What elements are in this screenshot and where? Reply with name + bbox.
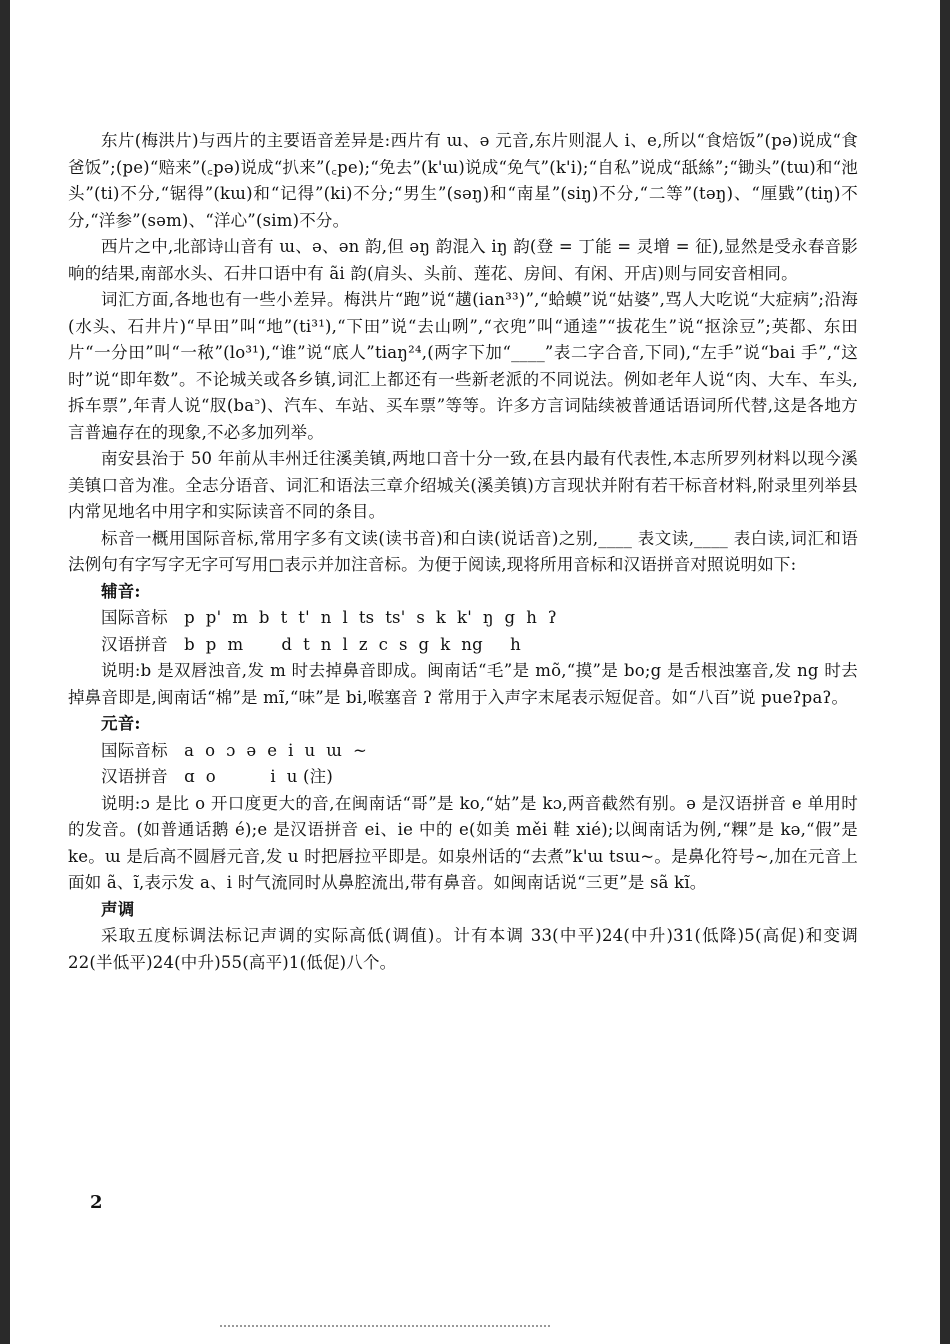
consonants-note: 说明:b 是双唇浊音,发 m 时去掉鼻音即成。闽南话“毛”是 mõ,“摸”是 bo;g 是舌根浊塞音,发 ng 时去掉鼻音即是,闽南话“棉”是 mĩ,“味”是 bi,喉塞音 ʔ 常用于入声字末尾表示短促音。如“八百”说 pueʔpaʔ。 xyxy=(68,661,858,707)
paragraph-county-seat: 南安县治于 50 年前从丰州迁往溪美镇,两地口音十分一致,在县内最有代表性,本志所罗列材料以现今溪美镇口音为准。全志分语音、词汇和语法三章介绍城关(溪美镇)方言现状并附有若干标音材料,附录里列举县内常见地名中用字和实际读音不同的条目。 xyxy=(68,449,858,521)
page-number: 2 xyxy=(90,1192,103,1213)
paragraph-west-section: 西片之中,北部诗山音有 ɯ、ə、ən 韵,但 əŋ 韵混入 iŋ 韵(登 = 丁能 = 灵增 = 征),显然是受永春音影响的结果,南部水头、石井口语中有 ãi 韵(肩头、头前、莲花、房间、有闲、开店)则与同安音相同。 xyxy=(68,237,858,283)
vowels-note: 说明:ɔ 是比 o 开口度更大的音,在闽南话“哥”是 ko,“姑”是 kɔ,两音截然有别。ə 是汉语拼音 e 单用时的发音。(如普通话鹅 é);e 是汉语拼音 ei、ie 中的 e(如美 měi 鞋 xié);以闽南话为例,“粿”是 kə,“假”是 ke。ɯ 是后高不圆唇元音,发 u 时把唇拉平即是。如泉州话的“去煮”k'ɯ tsɯ~。是鼻化符号~,加在元音上面如 ã、ĩ,表示发 a、i 时气流同时从鼻腔流出,带有鼻音。如闽南话说“三更”是 sã kĩ。 xyxy=(68,793,858,892)
vowels-heading: 元音: xyxy=(101,714,141,733)
consonants-heading: 辅音: xyxy=(101,581,141,601)
consonants-ipa-values: p p' m b t t' n l ts ts' s k k' ŋ g h ʔ xyxy=(184,608,557,627)
tones-text: 采取五度标调法标记声调的实际高低(调值)。计有本调 33(中平)24(中升)31(低降)5(高促)和变调 22(半低平)24(中升)55(高平)1(低促)八个。 xyxy=(68,926,858,972)
vowels-ipa-values: a o ɔ ə e i u ɯ ~ xyxy=(184,740,367,760)
vowels-pinyin-label: 汉语拼音 xyxy=(101,767,168,786)
paragraph-dialect-differences: 东片(梅洪片)与西片的主要语音差异是:西片有 ɯ、ə 元音,东片则混人 i、e,所以“食焙饭”(pə)说成“食爸饭”;(pe)“赔来”(꜀pə)说成“扒来”(꜀pe);“免去”(k'ɯ)说成“免气”(k'i);“自私”说成“舐絲”;“锄头”(tɯ)和“池头”(ti)不分,“锯得”(kɯ)和“记得”(ki)不分;“男生”(səŋ)和“南星”(siŋ)不分,“二等”(təŋ)、“厘戥”(tiŋ)不分,“洋参”(səm)、“洋心”(sim)不分。 xyxy=(68,131,858,230)
scan-edge-left xyxy=(0,0,10,1344)
vowels-ipa-row xyxy=(68,738,858,765)
vowels-pinyin-values: ɑ o i u (注) xyxy=(184,767,334,786)
consonants-ipa-row xyxy=(68,605,858,632)
paragraph-phonetic-notation: 标音一概用国际音标,常用字多有文读(读书音)和白读(说话音)之别,____ 表文读,____ 表白读,词汇和语法例句有字写字无字可写用□表示并加注音标。为便于阅读,现将所用音标和汉语拼音对照说明如下: xyxy=(68,528,858,574)
consonants-pinyin-row xyxy=(68,632,858,659)
consonants-pinyin-label: 汉语拼音 xyxy=(101,634,168,654)
consonants-ipa-label: 国际音标 xyxy=(101,608,168,627)
scan-artifact-bottom xyxy=(220,1325,550,1329)
paragraph-vocabulary: 词汇方面,各地也有一些小差异。梅洪片“跑”说“趪(ian³³)”,“蛤蟆”说“姑婆”,骂人大吃说“大症病”;沿海(水头、石井片)“早田”叫“地”(ti³¹),“下田”说“去山咧”,“衣兜”叫“通逵”“拔花生”说“抠涂豆”;英都、东田片“一分田”叫“一秾”(lo³¹),“谁”说“底人”tiaŋ²⁴,(两字下加“____”表二字合音,下同),“左手”说“bai 手”,“这时”说“即年数”。不论城关或各乡镇,词汇上都还有一些新老派的不同说法。例如老年人说“肉、大车、车头,拆车票”,年青人说“肞(ba꜄)、汽车、车站、买车票”等等。许多方言词陆续被普通话语词所代替,这是各地方言普遍存在的现象,不必多加列举。 xyxy=(68,290,858,442)
vowels-ipa-label: 国际音标 xyxy=(101,740,168,760)
body-text xyxy=(68,128,858,976)
vowels-pinyin-row xyxy=(68,764,858,791)
tones-heading: 声调 xyxy=(101,899,135,919)
scan-edge-right xyxy=(940,0,950,1344)
consonants-pinyin-values: b p m d t n l z c s g k ng h xyxy=(184,634,521,654)
